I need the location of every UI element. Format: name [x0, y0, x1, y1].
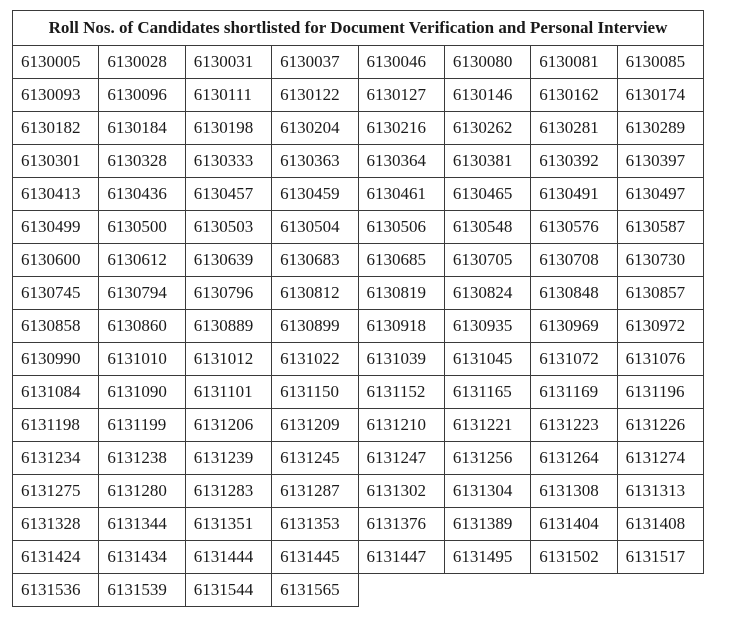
roll-number-cell: 6130497: [617, 178, 703, 211]
roll-number-cell: 6130262: [444, 112, 530, 145]
roll-number-cell: 6130548: [444, 211, 530, 244]
table-row: [13, 145, 704, 178]
roll-number-cell: 6130204: [272, 112, 358, 145]
table-row: [13, 442, 704, 475]
roll-number-cell: 6130685: [358, 244, 444, 277]
title-row: [13, 11, 704, 46]
empty-cell: [444, 574, 530, 607]
roll-number-cell: 6131198: [13, 409, 99, 442]
roll-number-cell: 6131344: [99, 508, 185, 541]
roll-number-cell: 6131238: [99, 442, 185, 475]
roll-number-cell: 6130174: [617, 79, 703, 112]
roll-number-cell: 6131539: [99, 574, 185, 607]
roll-number-cell: 6131445: [272, 541, 358, 574]
roll-number-cell: 6131045: [444, 343, 530, 376]
empty-cell: [358, 574, 444, 607]
roll-number-cell: 6131199: [99, 409, 185, 442]
roll-number-cell: 6130969: [531, 310, 617, 343]
roll-number-cell: 6131404: [531, 508, 617, 541]
roll-number-cell: 6131408: [617, 508, 703, 541]
roll-number-cell: 6130111: [185, 79, 271, 112]
roll-number-cell: 6131209: [272, 409, 358, 442]
roll-number-cell: 6131169: [531, 376, 617, 409]
table-row: [13, 277, 704, 310]
roll-number-cell: 6130499: [13, 211, 99, 244]
roll-number-cell: 6130889: [185, 310, 271, 343]
empty-cell: [531, 574, 617, 607]
roll-number-cell: 6131152: [358, 376, 444, 409]
roll-number-cell: 6130506: [358, 211, 444, 244]
table-row: [13, 211, 704, 244]
roll-number-rows: [13, 46, 704, 607]
roll-number-cell: 6130745: [13, 277, 99, 310]
roll-number-cell: 6131245: [272, 442, 358, 475]
roll-number-cell: 6130587: [617, 211, 703, 244]
roll-number-cell: 6131434: [99, 541, 185, 574]
roll-number-cell: 6130457: [185, 178, 271, 211]
roll-number-cell: 6130333: [185, 145, 271, 178]
roll-number-cell: 6131247: [358, 442, 444, 475]
roll-number-cell: 6131280: [99, 475, 185, 508]
roll-number-cell: 6130935: [444, 310, 530, 343]
roll-number-cell: 6131283: [185, 475, 271, 508]
roll-number-cell: 6131389: [444, 508, 530, 541]
roll-number-cell: 6130730: [617, 244, 703, 277]
roll-number-cell: 6131010: [99, 343, 185, 376]
shortlist-document: [12, 10, 704, 607]
roll-number-cell: 6131076: [617, 343, 703, 376]
roll-number-cell: 6131150: [272, 376, 358, 409]
table-row: [13, 46, 704, 79]
roll-number-cell: 6131101: [185, 376, 271, 409]
roll-number-cell: 6130081: [531, 46, 617, 79]
roll-number-cell: 6130918: [358, 310, 444, 343]
roll-number-cell: 6130705: [444, 244, 530, 277]
table-row: [13, 79, 704, 112]
roll-number-cell: 6130216: [358, 112, 444, 145]
roll-number-cell: 6130491: [531, 178, 617, 211]
roll-number-cell: 6131517: [617, 541, 703, 574]
roll-number-cell: 6131039: [358, 343, 444, 376]
roll-number-cell: 6131502: [531, 541, 617, 574]
roll-number-cell: 6130184: [99, 112, 185, 145]
roll-number-cell: 6130122: [272, 79, 358, 112]
roll-number-cell: 6130301: [13, 145, 99, 178]
table-row: [13, 508, 704, 541]
roll-number-cell: 6130028: [99, 46, 185, 79]
roll-number-cell: 6130436: [99, 178, 185, 211]
roll-number-cell: 6130796: [185, 277, 271, 310]
roll-number-cell: 6130504: [272, 211, 358, 244]
roll-number-cell: 6130812: [272, 277, 358, 310]
roll-number-cell: 6131196: [617, 376, 703, 409]
roll-number-cell: 6130127: [358, 79, 444, 112]
table-row: [13, 244, 704, 277]
roll-number-cell: 6130860: [99, 310, 185, 343]
roll-number-cell: 6131221: [444, 409, 530, 442]
roll-number-cell: 6131302: [358, 475, 444, 508]
roll-number-cell: 6131287: [272, 475, 358, 508]
roll-number-cell: 6131022: [272, 343, 358, 376]
roll-number-cell: 6131264: [531, 442, 617, 475]
roll-number-cell: 6130576: [531, 211, 617, 244]
roll-number-cell: 6131313: [617, 475, 703, 508]
roll-number-cell: 6130093: [13, 79, 99, 112]
roll-number-cell: 6130461: [358, 178, 444, 211]
roll-number-cell: 6130005: [13, 46, 99, 79]
roll-number-cell: 6130046: [358, 46, 444, 79]
roll-number-cell: 6130708: [531, 244, 617, 277]
roll-number-cell: 6130990: [13, 343, 99, 376]
table-row: [13, 178, 704, 211]
roll-number-cell: 6131090: [99, 376, 185, 409]
roll-number-cell: 6130289: [617, 112, 703, 145]
roll-number-cell: 6131274: [617, 442, 703, 475]
roll-number-cell: 6130397: [617, 145, 703, 178]
roll-number-cell: 6131012: [185, 343, 271, 376]
table-row: [13, 112, 704, 145]
roll-number-cell: 6131210: [358, 409, 444, 442]
roll-number-cell: 6131304: [444, 475, 530, 508]
roll-number-cell: 6130612: [99, 244, 185, 277]
roll-number-cell: 6131328: [13, 508, 99, 541]
roll-number-cell: 6131376: [358, 508, 444, 541]
roll-number-cell: 6130459: [272, 178, 358, 211]
roll-number-cell: 6130281: [531, 112, 617, 145]
roll-number-cell: 6131565: [272, 574, 358, 607]
roll-number-cell: 6131444: [185, 541, 271, 574]
table-title: Roll Nos. of Candidates shortlisted for Document Verification and Personal Interview: [13, 11, 704, 46]
roll-number-cell: 6131165: [444, 376, 530, 409]
roll-number-cell: 6130819: [358, 277, 444, 310]
roll-number-cell: 6131353: [272, 508, 358, 541]
table-row: [13, 409, 704, 442]
roll-number-cell: 6130500: [99, 211, 185, 244]
table-row: [13, 376, 704, 409]
roll-number-cell: 6130824: [444, 277, 530, 310]
table-row: [13, 310, 704, 343]
roll-number-cell: 6131447: [358, 541, 444, 574]
roll-number-cell: 6130465: [444, 178, 530, 211]
roll-number-cell: 6130328: [99, 145, 185, 178]
table-row: [13, 343, 704, 376]
roll-number-cell: 6130381: [444, 145, 530, 178]
roll-number-cell: 6131275: [13, 475, 99, 508]
roll-number-cell: 6130639: [185, 244, 271, 277]
roll-number-cell: 6130848: [531, 277, 617, 310]
roll-number-cell: 6130146: [444, 79, 530, 112]
roll-number-cell: 6130085: [617, 46, 703, 79]
roll-number-cell: 6131206: [185, 409, 271, 442]
roll-number-cell: 6130392: [531, 145, 617, 178]
roll-number-cell: 6131495: [444, 541, 530, 574]
roll-number-cell: 6131308: [531, 475, 617, 508]
roll-number-cell: 6131239: [185, 442, 271, 475]
roll-number-cell: 6130503: [185, 211, 271, 244]
roll-number-cell: 6130198: [185, 112, 271, 145]
roll-number-cell: 6131084: [13, 376, 99, 409]
roll-number-table: [12, 10, 704, 607]
roll-number-cell: 6131351: [185, 508, 271, 541]
roll-number-cell: 6131544: [185, 574, 271, 607]
roll-number-cell: 6130363: [272, 145, 358, 178]
roll-number-cell: 6130899: [272, 310, 358, 343]
roll-number-cell: 6131424: [13, 541, 99, 574]
roll-number-cell: 6130858: [13, 310, 99, 343]
roll-number-cell: 6130096: [99, 79, 185, 112]
roll-number-cell: 6130413: [13, 178, 99, 211]
roll-number-cell: 6131072: [531, 343, 617, 376]
roll-number-cell: 6130683: [272, 244, 358, 277]
roll-number-cell: 6130080: [444, 46, 530, 79]
roll-number-cell: 6130162: [531, 79, 617, 112]
roll-number-cell: 6130037: [272, 46, 358, 79]
roll-number-cell: 6130794: [99, 277, 185, 310]
roll-number-cell: 6130600: [13, 244, 99, 277]
roll-number-cell: 6130364: [358, 145, 444, 178]
table-row: [13, 475, 704, 508]
roll-number-cell: 6131223: [531, 409, 617, 442]
table-row: [13, 574, 704, 607]
empty-cell: [617, 574, 703, 607]
roll-number-cell: 6131226: [617, 409, 703, 442]
roll-number-cell: 6131536: [13, 574, 99, 607]
table-row: [13, 541, 704, 574]
roll-number-cell: 6131234: [13, 442, 99, 475]
roll-number-cell: 6130857: [617, 277, 703, 310]
roll-number-cell: 6130972: [617, 310, 703, 343]
roll-number-cell: 6130031: [185, 46, 271, 79]
roll-number-cell: 6131256: [444, 442, 530, 475]
roll-number-cell: 6130182: [13, 112, 99, 145]
